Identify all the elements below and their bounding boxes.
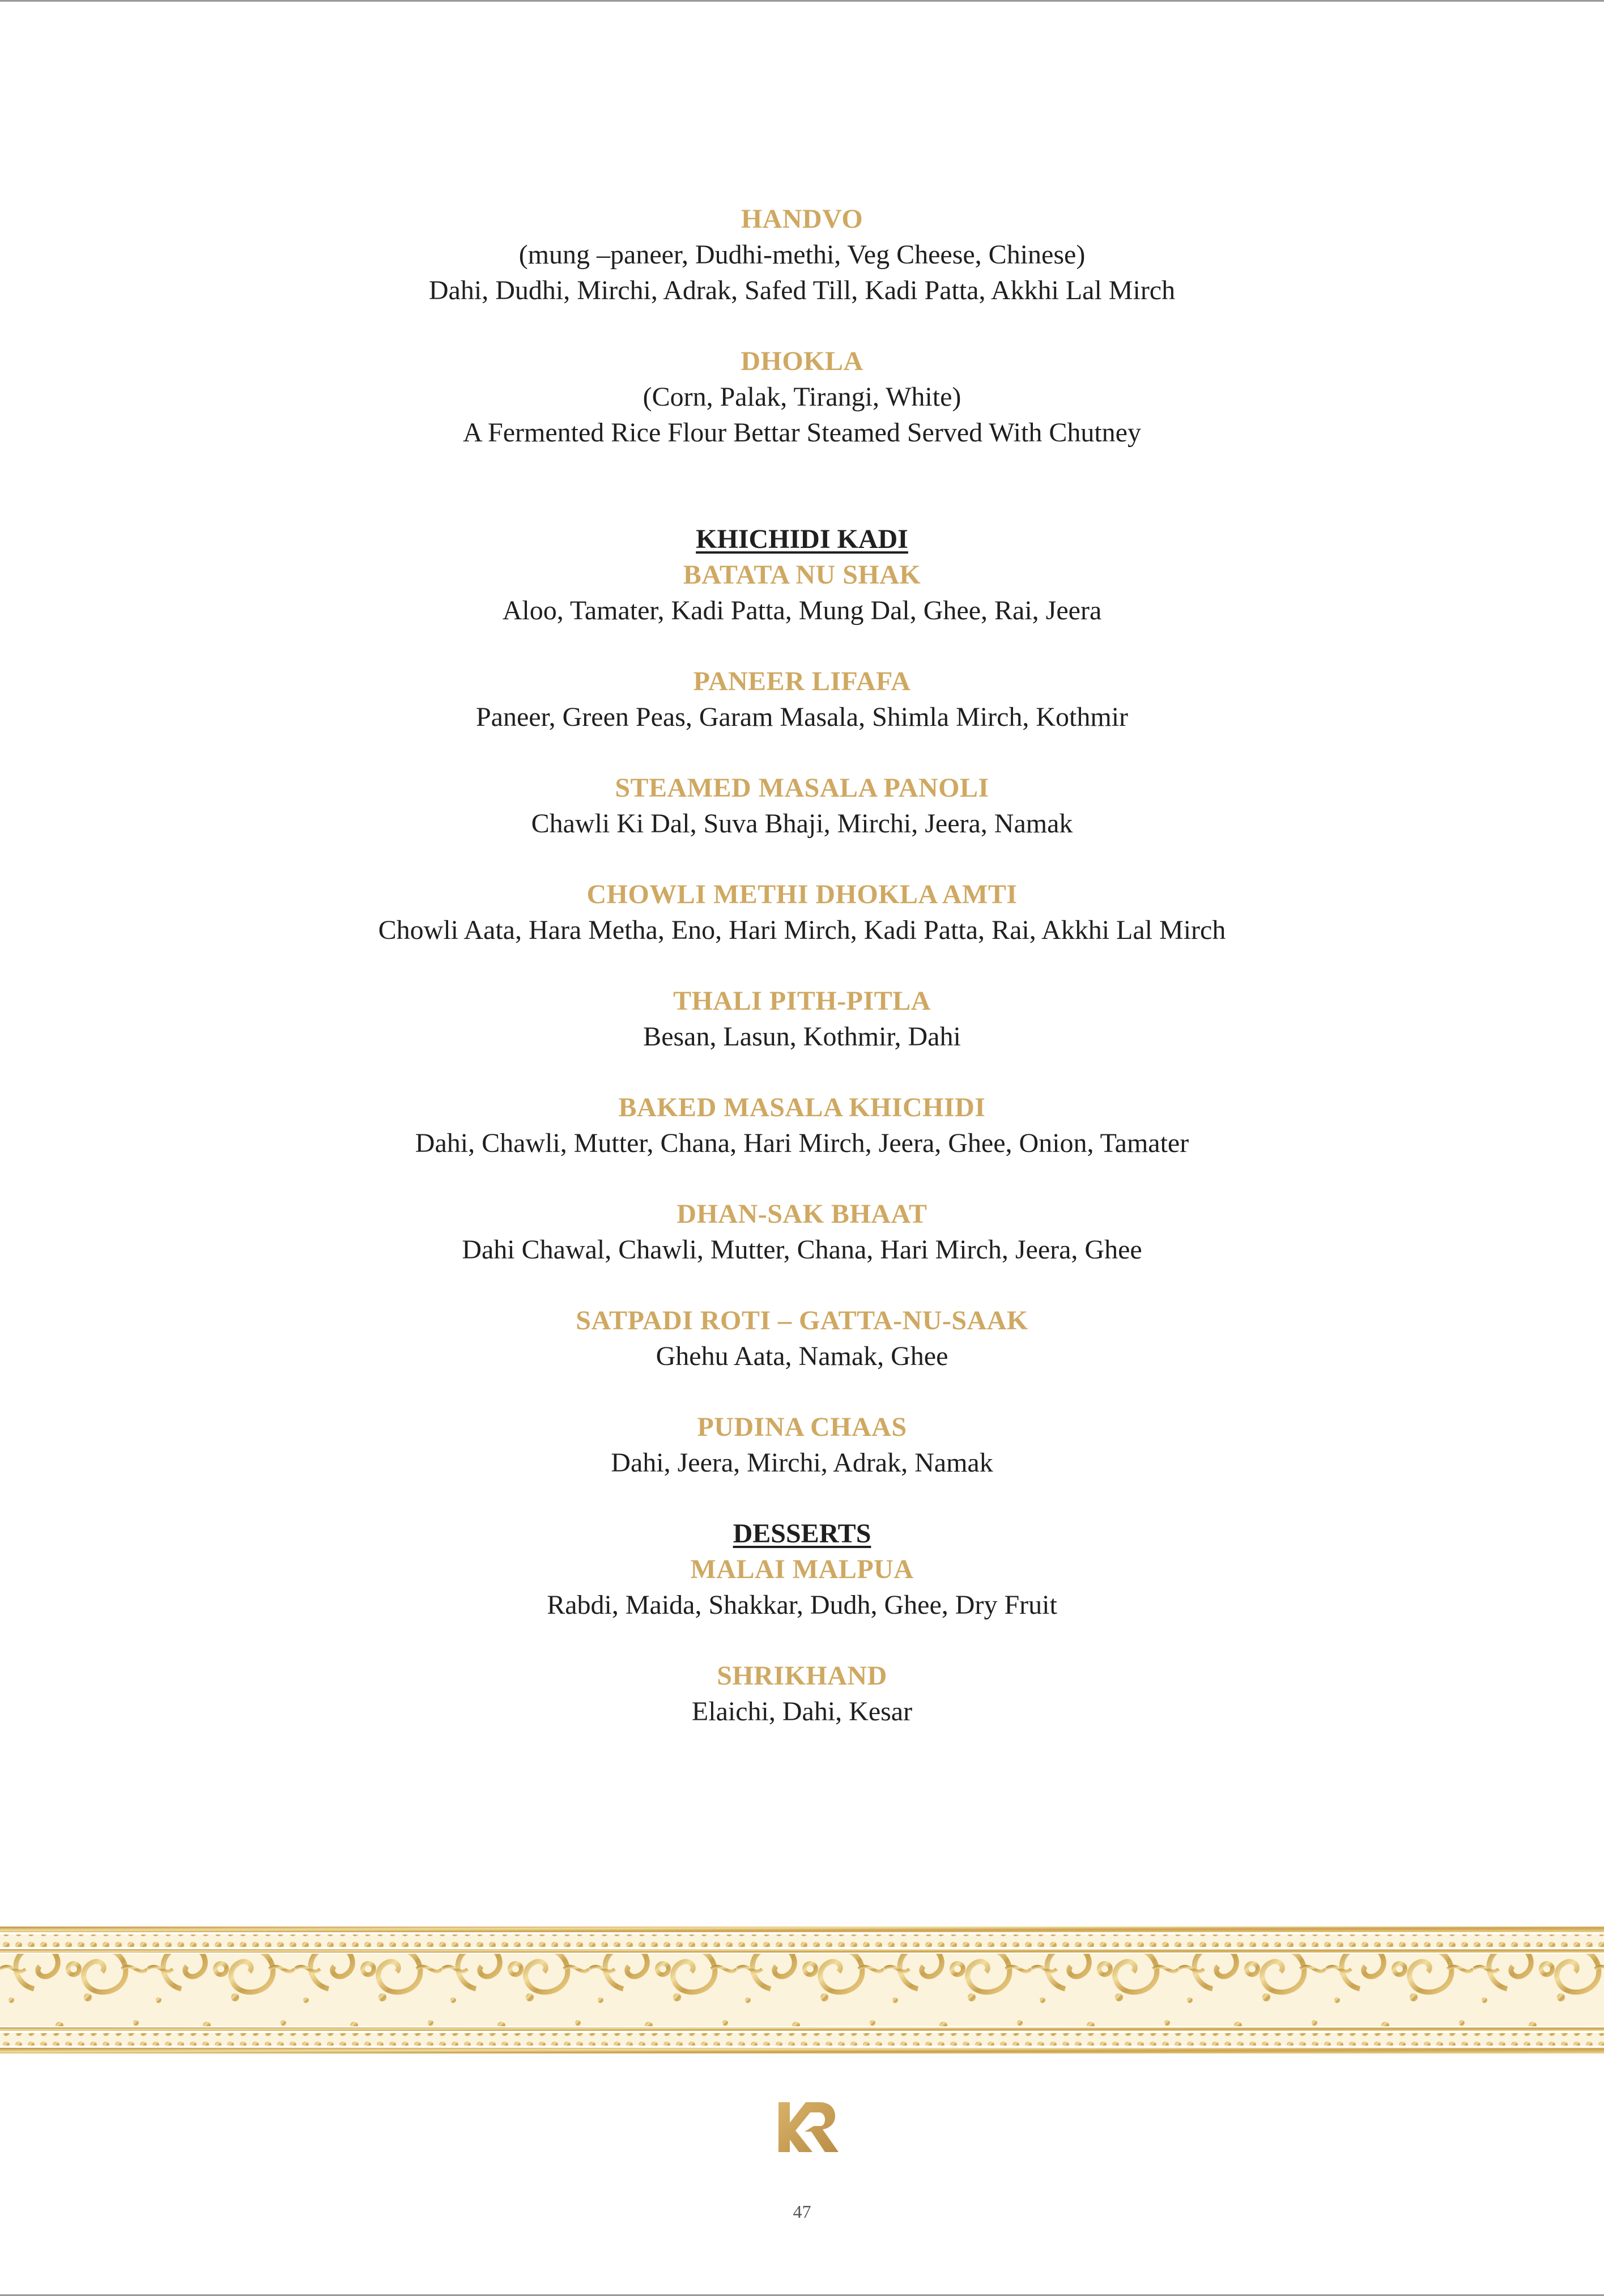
menu-item-description: Aloo, Tamater, Kadi Patta, Mung Dal, Ghee, Rai, Jeera <box>502 596 1102 626</box>
menu-item-description: Dahi, Jeera, Mirchi, Adrak, Namak <box>611 1448 993 1478</box>
menu-item-title: SATPADI ROTI – GATTA-NU-SAAK <box>576 1306 1028 1336</box>
menu-section <box>0 521 1604 1481</box>
section-heading: DESSERTS <box>733 1519 871 1549</box>
menu-item <box>0 983 1604 1055</box>
menu-item <box>0 1090 1604 1161</box>
menu-item <box>0 770 1604 841</box>
menu-item-description: (Corn, Palak, Tirangi, White) <box>643 382 961 412</box>
menu-item-description: Dahi Chawal, Chawli, Mutter, Chana, Hari Mirch, Jeera, Ghee <box>462 1235 1142 1265</box>
menu-item <box>0 1551 1604 1623</box>
menu-item-title: BATATA NU SHAK <box>683 560 921 590</box>
menu-item <box>0 201 1604 308</box>
menu-item <box>0 1658 1604 1729</box>
menu-item-title: THALI PITH-PITLA <box>673 986 931 1016</box>
menu-item-description: Ghehu Aata, Namak, Ghee <box>656 1341 948 1371</box>
menu-item-description: Dahi, Chawli, Mutter, Chana, Hari Mirch, Jeera, Ghee, Onion, Tamater <box>415 1128 1189 1158</box>
menu-item-title: HANDVO <box>741 204 863 234</box>
menu-item-title: CHOWLI METHI DHOKLA AMTI <box>586 879 1018 909</box>
menu-item-description: (mung –paneer, Dudhi-methi, Veg Cheese, Chinese) <box>518 240 1086 270</box>
menu-item-title: DHAN-SAK BHAAT <box>677 1199 927 1229</box>
menu-item <box>0 877 1604 948</box>
menu-section <box>0 1516 1604 1729</box>
menu-item-title: PANEER LIFAFA <box>693 666 911 696</box>
menu-item <box>0 1196 1604 1268</box>
menu-item-description: Chowli Aata, Hara Metha, Eno, Hari Mirch, Kadi Patta, Rai, Akkhi Lal Mirch <box>378 915 1226 945</box>
menu-content <box>0 201 1604 1729</box>
menu-item-title: PUDINA CHAAS <box>697 1412 907 1442</box>
section-heading: KHICHIDI KADI <box>696 524 908 554</box>
menu-item-description: A Fermented Rice Flour Bettar Steamed Served With Chutney <box>463 418 1141 448</box>
menu-item-title: MALAI MALPUA <box>690 1554 914 1584</box>
menu-item-title: SHRIKHAND <box>717 1661 887 1691</box>
menu-item <box>0 1303 1604 1374</box>
menu-item-description: Besan, Lasun, Kothmir, Dahi <box>643 1022 961 1052</box>
menu-item-description: Rabdi, Maida, Shakkar, Dudh, Ghee, Dry Fruit <box>547 1590 1057 1620</box>
kr-logo <box>778 2102 839 2152</box>
menu-item-description: Chawli Ki Dal, Suva Bhaji, Mirchi, Jeera, Namak <box>531 809 1073 839</box>
menu-item-title: BAKED MASALA KHICHIDI <box>618 1092 986 1123</box>
menu-item <box>0 343 1604 450</box>
menu-item-title: DHOKLA <box>741 346 863 376</box>
menu-item <box>0 1409 1604 1481</box>
menu-item-description: Paneer, Green Peas, Garam Masala, Shimla Mirch, Kothmir <box>475 702 1129 732</box>
menu-item <box>0 664 1604 735</box>
menu-item-description: Dahi, Dudhi, Mirchi, Adrak, Safed Till, Kadi Patta, Akkhi Lal Mirch <box>428 275 1176 305</box>
menu-item <box>0 557 1604 628</box>
page-number: 47 <box>793 2201 811 2222</box>
ornamental-border <box>0 1927 1604 2053</box>
page-frame-top-line <box>0 0 1604 2</box>
menu-section <box>0 201 1604 450</box>
menu-item-title: STEAMED MASALA PANOLI <box>615 773 989 803</box>
menu-item-description: Elaichi, Dahi, Kesar <box>691 1697 913 1727</box>
